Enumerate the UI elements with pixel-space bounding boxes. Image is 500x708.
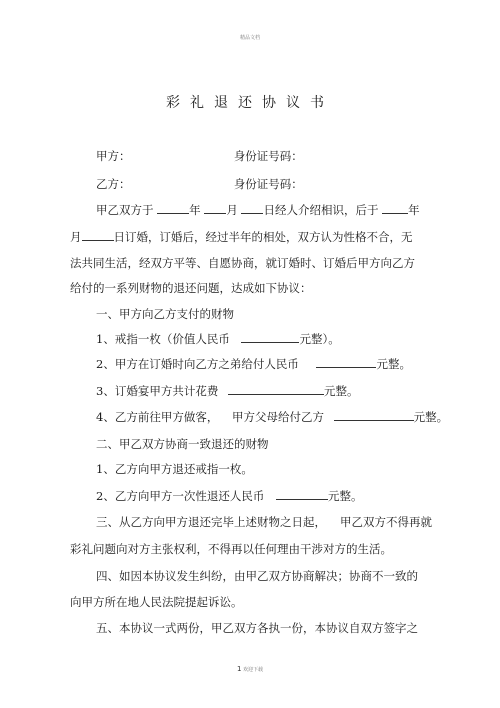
- party-jia-row: [96, 148, 303, 164]
- blank-amount: [316, 357, 376, 368]
- section3-line2: 彩礼问题向对方主张权利，不得再以任何理由干涉对方的生活。: [70, 542, 392, 556]
- item-text: 2、乙方向甲方一次性退还人民币: [96, 489, 265, 503]
- blank-amount: [228, 384, 324, 395]
- blank-year: [157, 203, 189, 214]
- section1-item3: [96, 383, 358, 399]
- clause-text: 甲乙双方不得再就: [340, 515, 432, 529]
- item-text: 元整。: [327, 489, 363, 503]
- footer-text: 欢迎下载: [243, 667, 264, 673]
- blank-amount: [276, 489, 328, 500]
- party-yi-row: [96, 176, 303, 192]
- section1-item4: [96, 409, 448, 425]
- section2-heading: 二、甲乙双方协商一致退还的财物: [96, 437, 269, 451]
- blank-amount: [334, 410, 414, 421]
- intro-text: 月: [70, 230, 82, 244]
- intro-text: 日订婚，订婚后，经过半年的相处，双方认为性格不合，无: [113, 230, 413, 244]
- jia-id-label: 身份证号码：: [233, 149, 303, 163]
- item-text: 元整。: [413, 410, 449, 424]
- section3-line1: [96, 514, 432, 530]
- intro-text: 月: [226, 203, 238, 217]
- section2-item1: 1、乙方向甲方退还戒指一枚。: [96, 462, 253, 476]
- intro-line-2: [70, 229, 413, 245]
- item-text: 元整。: [376, 357, 411, 371]
- item-text: 2、甲方在订婚时向乙方之弟给付人民币: [96, 357, 299, 371]
- item-text: 元整）。: [299, 332, 340, 346]
- clause-text: 三、从乙方向甲方退还完毕上述财物之日起，: [96, 515, 326, 529]
- yi-label: 乙方：: [96, 177, 131, 191]
- intro-line-4: 给付的一系列财物的退还问题，达成如下协议：: [70, 281, 312, 295]
- item-text: 3、订婚宴甲方共计花费: [96, 384, 219, 398]
- page-header: 精品文档: [239, 35, 260, 41]
- section1-heading: 一、甲方向乙方支付的财物: [96, 307, 234, 321]
- blank-day: [82, 230, 114, 241]
- blank-month: [204, 203, 226, 214]
- blank-year: [382, 203, 408, 214]
- item-text: 甲方父母给付乙方: [231, 410, 324, 424]
- item-text: 元整。: [323, 384, 359, 398]
- blank-day: [241, 203, 263, 214]
- intro-text: 年: [189, 203, 201, 217]
- page-footer: [0, 665, 500, 673]
- section4-line1: 四、如因本协议发生纠纷，由甲乙双方协商解决；协商不一致的: [96, 569, 418, 583]
- section4-line2: 向甲方所在地人民法院提起诉讼。: [70, 595, 243, 609]
- intro-line-1: [96, 202, 420, 218]
- intro-text: 年: [408, 203, 420, 217]
- item-text: 4、乙方前往甲方做客，: [96, 410, 219, 424]
- document-title: 彩礼退还协议书: [166, 95, 334, 111]
- intro-text: 甲乙双方于: [96, 203, 154, 217]
- page-number: 1: [236, 665, 242, 673]
- section5-line1: 五、本协议一式两份，甲乙双方各执一份，本协议自双方签字之: [96, 621, 418, 635]
- section2-item2: [96, 488, 362, 504]
- section1-item2: [96, 356, 411, 372]
- intro-text: 日经人介绍相识，后于: [263, 203, 379, 217]
- jia-label: 甲方：: [96, 149, 131, 163]
- section1-item1: [96, 331, 340, 347]
- item-text: 1、戒指一枚（价值人民币: [96, 332, 230, 346]
- intro-line-3: 法共同生活，经双方平等、自愿协商，就订婚时、订婚后甲方向乙方: [70, 256, 415, 270]
- yi-id-label: 身份证号码：: [233, 177, 303, 191]
- blank-amount: [241, 332, 299, 343]
